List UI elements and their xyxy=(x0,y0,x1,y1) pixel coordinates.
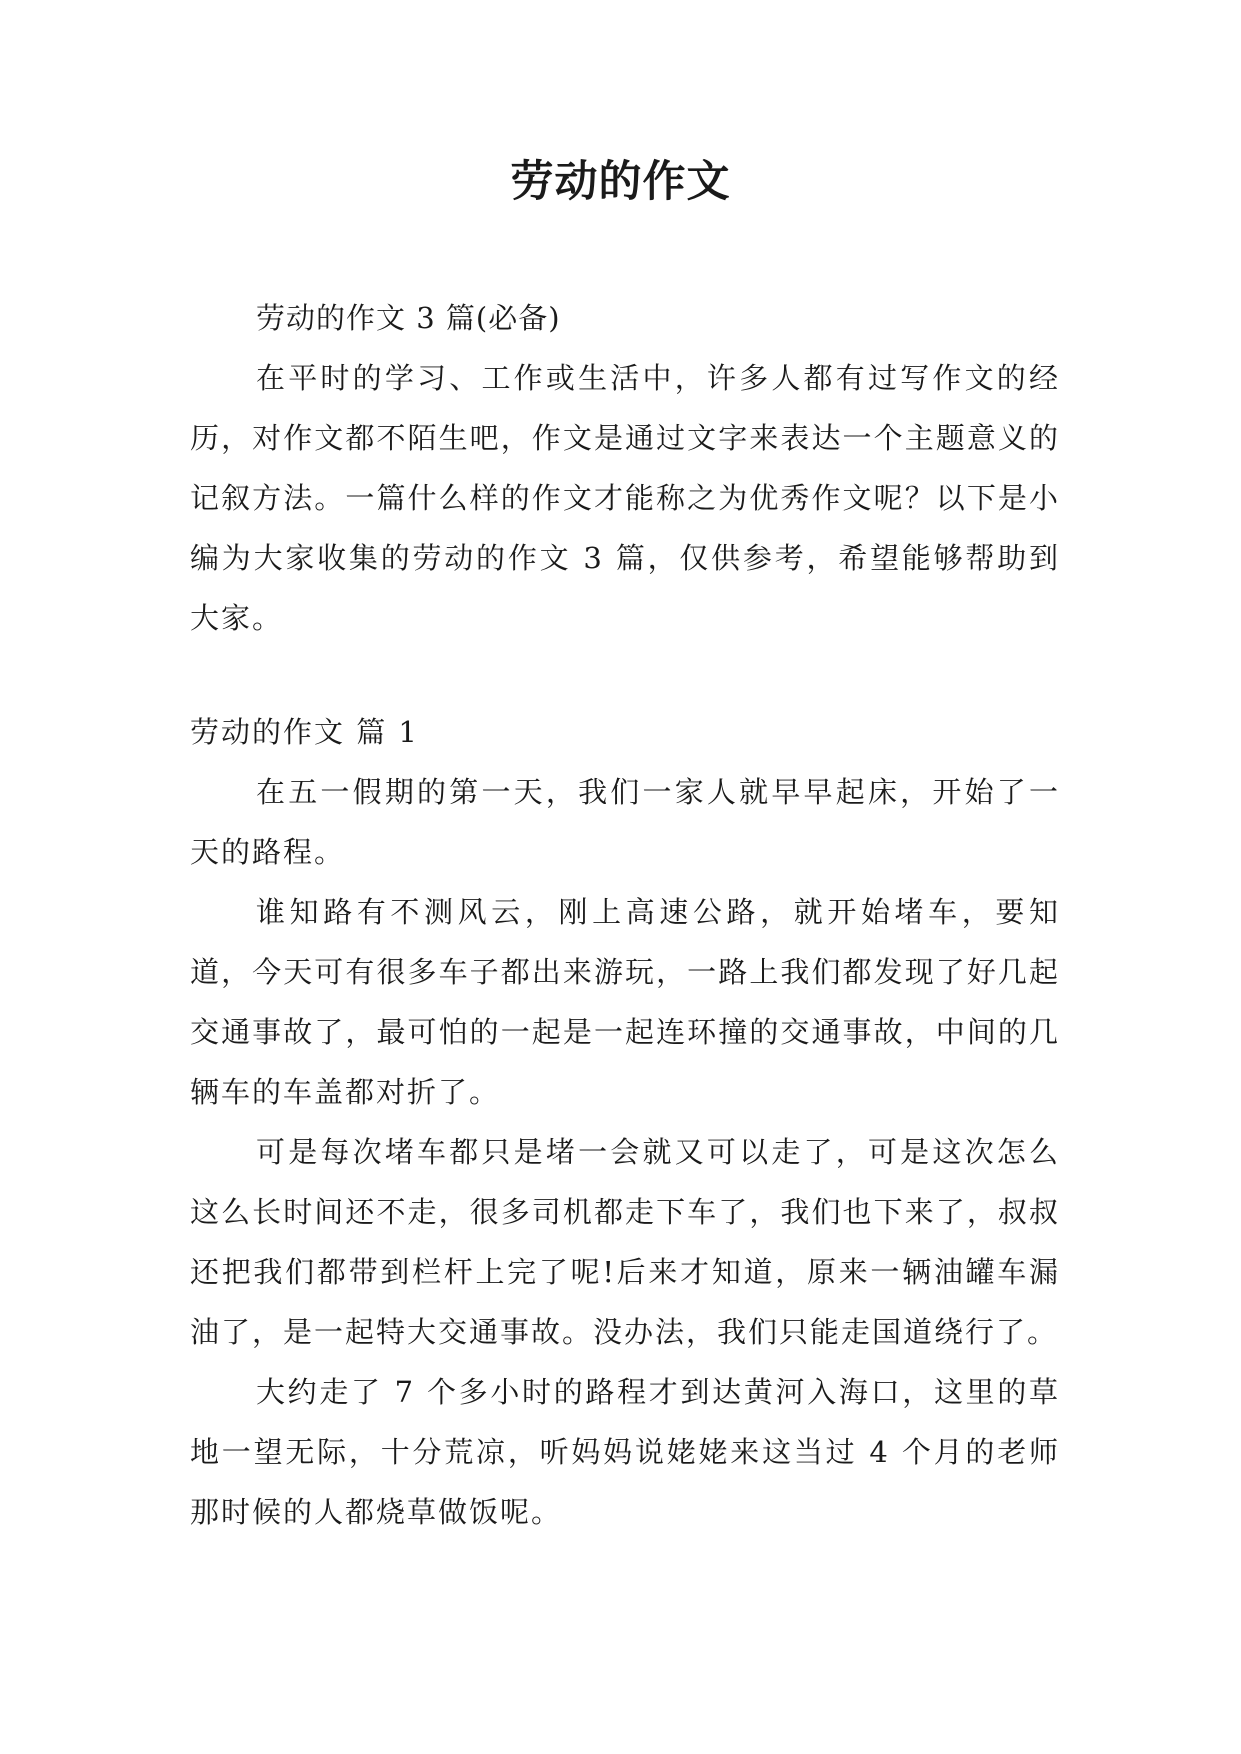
section-heading: 劳动的作文 篇 1 xyxy=(190,715,419,749)
document-title: 劳动的作文 xyxy=(510,157,731,207)
subtitle: 劳动的作文 3 篇(必备) xyxy=(256,301,561,335)
body-paragraph: 在五一假期的第一天，我们一家人就早早起床，开始了一天的路程。 xyxy=(190,775,1060,869)
intro-paragraph: 在平时的学习、工作或生活中，许多人都有过写作文的经历，对作文都不陌生吧，作文是通过文字来表达一个主题意义的记叙方法。一篇什么样的作文才能称之为优秀作文呢？以下是小编为大家收集的劳动的作文 3 篇，仅供参考，希望能够帮助到大家。 xyxy=(190,361,1060,635)
body-paragraph: 可是每次堵车都只是堵一会就又可以走了，可是这次怎么这么长时间还不走，很多司机都走下车了，我们也下来了，叔叔还把我们都带到栏杆上完了呢!后来才知道，原来一辆油罐车漏油了，是一起特大交通事故。没办法，我们只能走国道绕行了。 xyxy=(190,1135,1060,1349)
body-paragraph: 大约走了 7 个多小时的路程才到达黄河入海口，这里的草地一望无际，十分荒凉，听妈妈说姥姥来这当过 4 个月的老师 那时候的人都烧草做饭呢。 xyxy=(190,1375,1060,1529)
body-paragraph: 谁知路有不测风云，刚上高速公路，就开始堵车，要知道，今天可有很多车子都出来游玩，一路上我们都发现了好几起交通事故了，最可怕的一起是一起连环撞的交通事故，中间的几辆车的车盖都对折了。 xyxy=(190,895,1060,1109)
document-body xyxy=(190,288,1060,1542)
